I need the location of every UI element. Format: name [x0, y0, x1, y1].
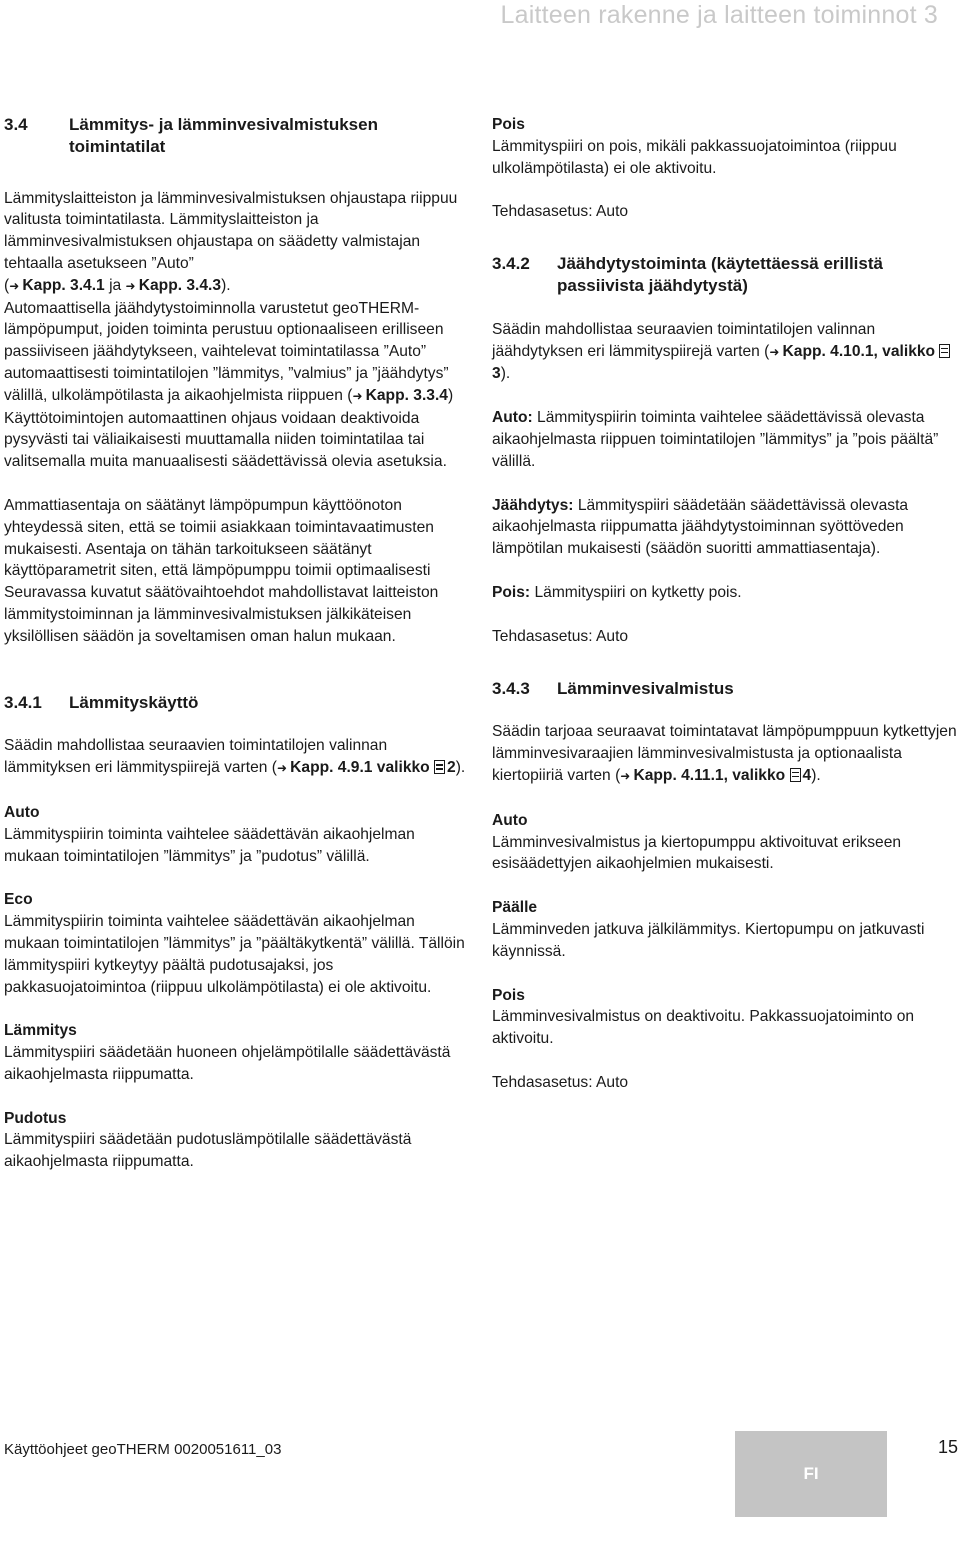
- mode-auto: Auto Lämmityspiirin toiminta vaihtelee säädettävän aikaohjelman mukaan toimintatilojen ”lämmitys” ja ”pudotus” välillä.: [4, 803, 415, 865]
- kapp-link[interactable]: Kapp. 4.9.1 valikko: [290, 759, 430, 777]
- kapp-link[interactable]: Kapp. 4.11.1, valikko: [633, 766, 786, 784]
- hw-mode-paalle: Päälle Lämminveden jatkuva jälkilämmitys. Kiertopumpu on jatkuvasti käynnissä.: [492, 899, 925, 960]
- cooling-modes-intro: Säädin mahdollistaa seuraavien toimintatilojen valinnan jäähdytyksen eri lämmityspiirejä varten (➜ Kapp. 4.10.1, valikko 3).: [492, 319, 958, 385]
- def-auto: Auto: Lämmityspiirin toiminta vaihtelee säädettävissä olevasta aikaohjelmasta riippuen toimintatilojen ”lämmitys” ja ”pois päältä” välillä.: [492, 409, 939, 470]
- menu-page-icon: [434, 760, 445, 774]
- right-column: [492, 114, 958, 1094]
- factory-setting: Tehdasasetus: Auto: [492, 203, 629, 221]
- def-jaahdytys: Jäähdytys: Lämmityspiiri säädetään säädettävissä olevasta aikaohjelmasta riippumatta jäähdytystoiminnan syöttöveden lämpötilan mukaisesti (säädön suoritti ammattiasentaja).: [492, 496, 909, 558]
- section-heading-3-4: 3.4 Lämmitys- ja lämminvesivalmistuksen toimintatilat: [4, 115, 378, 156]
- section-heading-3-4-2: 3.4.2 Jäähdytystoiminta (käytettäessä erillistä passiivista jäähdytystä): [492, 254, 883, 295]
- menu-page-icon: [790, 768, 801, 782]
- hw-mode-pois: Pois Lämminvesivalmistus on deaktivoitu. Pakkassuojatoiminto on aktivoitu.: [492, 986, 915, 1048]
- right-arrow-icon: ➜: [276, 761, 288, 776]
- right-arrow-icon: ➜: [352, 388, 363, 403]
- kapp-link[interactable]: Kapp. 3.4.1: [22, 276, 105, 294]
- factory-setting: Tehdasasetus: Auto: [492, 1073, 629, 1091]
- section-heading-3-4-3: 3.4.3 Lämminvesivalmistus: [492, 678, 734, 698]
- kapp-link[interactable]: Kapp. 4.10.1, valikko: [782, 342, 936, 360]
- def-pois: Pois: Lämmityspiiri on kytketty pois.: [492, 583, 742, 601]
- footer-document-id: Käyttöohjeet geoTHERM 0020051611_03: [4, 1441, 282, 1458]
- kapp-link[interactable]: Kapp. 3.4.3: [138, 276, 222, 294]
- cooling-paragraph: Automaattisella jäähdytystoiminnolla varustetut geoTHERM-lämpöpumput, joiden toiminta perustuu optionaaliseen erilliseen passiiviseen jäähdytykseen, vaihtelevat toimintatilassa ”Auto” automaattisesti toimintatilojen ”lämmitys, ”valmius” ja ”jäähdytys” välillä, ulkolämpötilasta ja aikaohjelmista riippuen (➜ Kapp. 3.3.4): [4, 299, 454, 404]
- installer-paragraph: Ammattiasentaja on säätänyt lämpöpumpun käyttöönoton yhteydessä siten, että se toimii asiakkaan toimintavaatimusten mukaisesti. Asentaja on tähän tarkoitukseen säätänyt käyttöparametrit siten, että lämpöpumppu toimii optimaalisesti Seuravassa kuvatut säätövaihtoehdot mahdollistavat laitteiston lämmitystoiminnan ja lämminvesivalmistuksen jälkikäteisen yksilöllisen säädön ja soveltamisen oman halun mukaan.: [4, 496, 439, 645]
- running-head: Laitteen rakenne ja laitteen toiminnot 3: [500, 1, 938, 29]
- section-heading-3-4-1: 3.4.1 Lämmityskäyttö: [4, 692, 199, 712]
- language-badge: FI: [735, 1431, 887, 1517]
- mode-pudotus: Pudotus Lämmityspiiri säädetään pudotuslämpötilalle säädettävästä aikaohjelmasta riippumatta.: [4, 1109, 412, 1171]
- right-arrow-icon: ➜: [620, 768, 631, 783]
- mode-pois: Pois Lämmityspiiri on pois, mikäli pakkassuojatoimintoa (riippuu ulkolämpötilasta) ei ole aktivoitu.: [492, 116, 897, 177]
- right-arrow-icon: ➜: [9, 278, 20, 293]
- menu-page-icon: [939, 344, 950, 358]
- right-arrow-icon: ➜: [769, 344, 780, 359]
- mode-lammitys: Lämmitys Lämmityspiiri säädetään huoneen ohjelämpötilalle säädettävästä aikaohjelmasta riippumatta.: [4, 1022, 451, 1083]
- intro-paragraph: Lämmityslaitteiston ja lämminvesivalmistuksen ohjaustapa riippuu valitusta toimintatilasta. Lämmityslaitteiston ja lämminvesivalmistuksen ohjaustapa on säädetty valmistajan tehtaalla asetukseen ”Auto” (➜ Kapp. 3.4.1 ja ➜ Kapp. 3.4.3).: [4, 189, 458, 294]
- hot-water-intro: Säädin tarjoaa seuraavat toimintatavat lämpöpumppuun kytkettyjen lämminvesivaraajien lämminvesivalmistusta ja optionaalista kiertopiiriä varten (➜ Kapp. 4.11.1, valikko 4).: [492, 723, 957, 784]
- page-number: 15: [938, 1437, 959, 1457]
- heating-modes-intro: Säädin mahdollistaa seuraavien toimintatilojen valinnan lämmityksen eri lämmityspiirejä varten (➜ Kapp. 4.9.1 valikko 2).: [4, 737, 466, 777]
- hw-mode-auto: Auto Lämminvesivalmistus ja kiertopumppu aktivoituvat erikseen esisäädettyjen aikaohjelmien mukaisesti.: [492, 811, 902, 873]
- mode-eco: Eco Lämmityspiirin toiminta vaihtelee säädettävän aikaohjelman mukaan toimintatilojen ”lämmitys” ja ”päältäkytkentä” välillä. Tällöin lämmityspiiri kytkeytyy päältä pudotusajaksi, jos pakkasuojatoimintoa (riippuu ulkolämpötilasta) ei ole aktivoitu.: [4, 891, 465, 996]
- kapp-link[interactable]: Kapp. 3.3.4: [365, 386, 448, 404]
- right-arrow-icon: ➜: [125, 278, 136, 293]
- factory-setting: Tehdasasetus: Auto: [492, 627, 629, 645]
- deactivation-paragraph: Käyttötoimintojen automaattinen ohjaus voidaan deaktivoida pysyvästi tai väliaikaisesti muuttamalla niiden toimintatilaa tai valitsemalla muita manuaalisesti säädettävissä olevia asetuksia.: [4, 409, 447, 471]
- left-column: [4, 114, 466, 1173]
